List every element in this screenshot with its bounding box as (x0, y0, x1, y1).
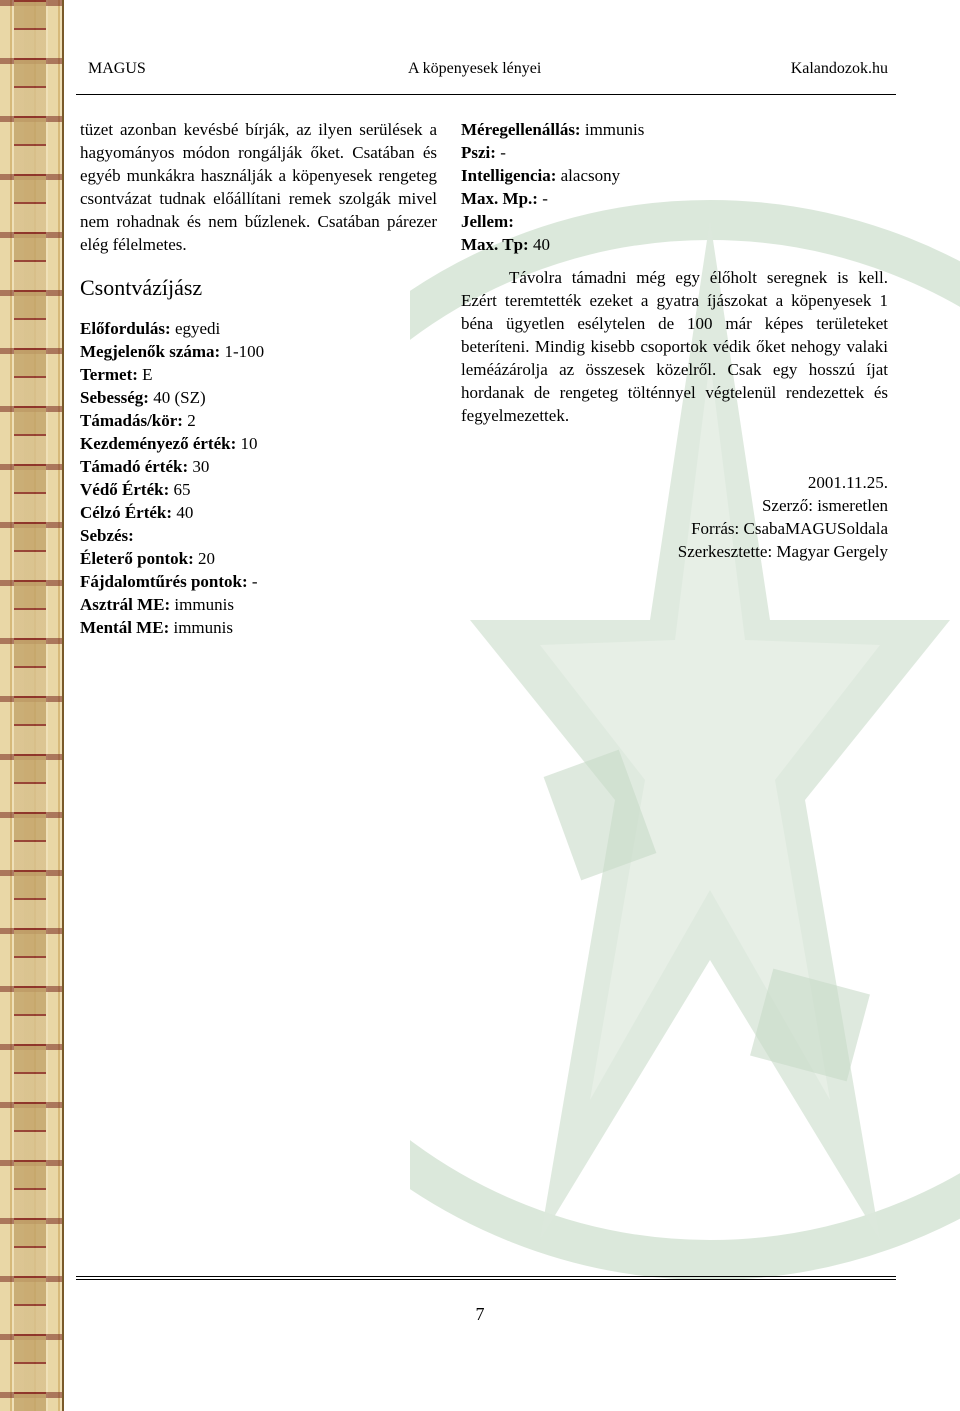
stat-row (80, 432, 437, 455)
stat-value: 40 (176, 503, 194, 522)
stat-label: Intelligencia: (461, 166, 557, 185)
stat-row (80, 363, 437, 386)
stat-row (80, 501, 437, 524)
stat-row (80, 478, 437, 501)
left-column (80, 118, 437, 639)
stat-label: Megjelenők száma: (80, 342, 221, 361)
stat-row (80, 524, 437, 547)
page-number: 7 (475, 1304, 485, 1324)
stat-label: Célzó Érték: (80, 503, 173, 522)
stat-value: - (251, 572, 258, 591)
stat-value: 1-100 (224, 342, 265, 361)
stat-row (80, 593, 437, 616)
stat-row (461, 187, 888, 210)
credit-source: Forrás: CsabaMAGUSoldala (691, 519, 888, 538)
stat-label: Kezdeményező érték: (80, 434, 237, 453)
stat-row (461, 141, 888, 164)
stat-row (461, 210, 888, 233)
section-title: Csontvázíjász (80, 275, 203, 300)
stat-label: Max. Mp.: (461, 189, 538, 208)
description-paragraph: Távolra támadni még egy élőholt seregnek is kell. Ezért teremtették ezeket a gyatra íjászokat a köpenyesek 1 béna ügyetlen esélytelen de 100 már képes területeket beteríteni. Mindig kisebb csoportok védik őket nehogy valaki leméázárolja az összesek közelről. Csak egy hosszú íjat hordanak de rengeteg tölténnyel végtelenül rendezettek és fegyelmezettek. (461, 268, 888, 425)
stat-row (461, 118, 888, 141)
stat-label: Max. Tp: (461, 235, 529, 254)
intro-paragraph: tüzet azonban kevésbé bírják, az ilyen serülések a hagyományos módon rongálják őket. Csatában és egyéb munkákra használják a köpenyesek rengeteg csontvázat tudnak előállítani remek szolgák mivel nem rohadnak és nem bűzlenek. Csatában párezer elég félelmetes. (80, 120, 437, 254)
footer-rule-bottom (76, 1279, 896, 1280)
stat-value: - (500, 143, 506, 162)
stat-row (80, 386, 437, 409)
stat-list-right (461, 118, 888, 256)
stat-value: 65 (173, 480, 191, 499)
stat-list (80, 317, 437, 639)
stat-value: - (542, 189, 548, 208)
stat-label: Mentál ME: (80, 618, 170, 637)
header-center: A köpenyesek lényei (408, 60, 542, 77)
stat-row (80, 317, 437, 340)
stat-value: 20 (198, 549, 216, 568)
stat-label: Védő Érték: (80, 480, 170, 499)
stat-value: 10 (240, 434, 258, 453)
page-header (88, 60, 888, 82)
footer-rule-top (76, 1276, 896, 1277)
stat-value: 2 (187, 411, 196, 430)
credits-block (461, 471, 888, 563)
stat-label: Életerő pontok: (80, 549, 194, 568)
header-left: MAGUS (88, 60, 146, 77)
stat-label: Sebesség: (80, 388, 149, 407)
stat-label: Támadó érték: (80, 457, 189, 476)
stat-row (461, 233, 888, 256)
stat-label: Fájdalomtűrés pontok: (80, 572, 248, 591)
right-column (461, 118, 888, 563)
decorative-border (0, 0, 64, 1411)
stat-value: immunis (173, 618, 233, 637)
stat-value: immunis (584, 120, 645, 139)
stat-row (461, 164, 888, 187)
stat-row (80, 455, 437, 478)
stat-value: immunis (174, 595, 234, 614)
stat-label: Méregellenállás: (461, 120, 581, 139)
stat-value: 30 (192, 457, 210, 476)
credit-editor: Szerkesztette: Magyar Gergely (677, 542, 888, 561)
stat-value: egyedi (174, 319, 221, 338)
stat-value: alacsony (560, 166, 621, 185)
stat-row (80, 340, 437, 363)
stat-label: Termet: (80, 365, 138, 384)
stat-label: Jellem: (461, 212, 514, 231)
header-rule (76, 94, 896, 95)
stat-row (80, 616, 437, 639)
stat-label: Sebzés: (80, 526, 134, 545)
stat-label: Asztrál ME: (80, 595, 171, 614)
credit-author: Szerző: ismeretlen (761, 496, 888, 515)
stat-value: E (142, 365, 153, 384)
credit-date: 2001.11.25. (807, 473, 888, 492)
stat-row (80, 409, 437, 432)
stat-label: Előfordulás: (80, 319, 171, 338)
stat-label: Támadás/kör: (80, 411, 183, 430)
stat-value: 40 (532, 235, 550, 254)
stat-value: 40 (SZ) (153, 388, 206, 407)
header-right: Kalandozok.hu (790, 60, 888, 77)
stat-label: Pszi: (461, 143, 496, 162)
stat-row (80, 570, 437, 593)
stat-row (80, 547, 437, 570)
